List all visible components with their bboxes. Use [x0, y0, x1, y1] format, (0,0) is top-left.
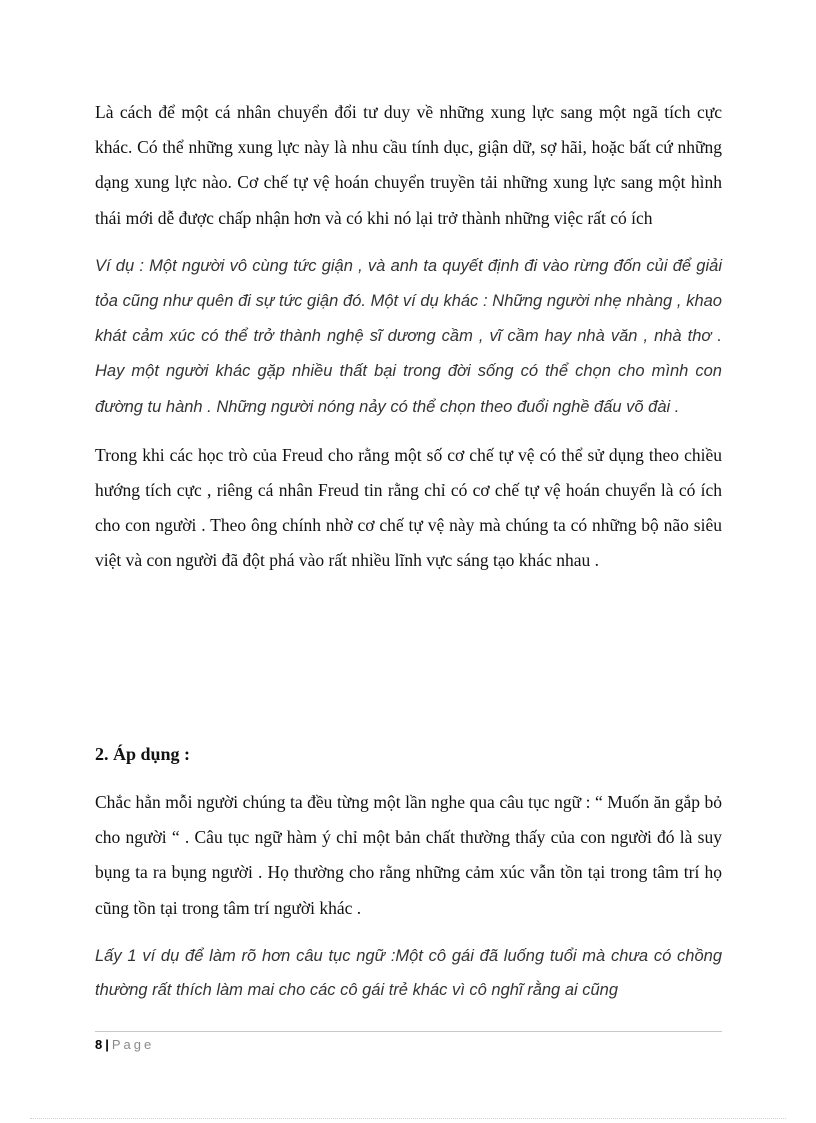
page-label: Page [111, 1037, 155, 1052]
paragraph-example: Ví dụ : Một người vô cùng tức giận , và anh ta quyết định đi vào rừng đốn củi để giải tỏa cũng như quên đi sự tức giận đó. Một ví dụ khác : Những người nhẹ nhàng , khao khát cảm xúc có thể trở thành nghệ sĩ dương cầm , vĩ cầm hay nhà văn , nhà thơ . Hay một người khác gặp nhiều thất bại trong đời sống có thể chọn cho mình con đường tu hành . Những người nóng nảy có thể chọn theo đuổi nghề đấu võ đài . [95, 256, 722, 416]
page-number: 8 [95, 1037, 103, 1052]
paragraph-proverb: Chắc hẳn mỗi người chúng ta đều từng một lần nghe qua câu tục ngữ : “ Muốn ăn gắp bỏ cho người “ . Câu tục ngữ hàm ý chỉ một bản chất thường thấy của con người đó là suy bụng ta ra bụng người . Họ thường cho rằng những cảm xúc vẫn tồn tại trong tâm trí họ cũng tồn tại trong tâm trí người khác . [95, 792, 722, 918]
footer-divider [95, 1031, 722, 1032]
page-footer [95, 1036, 154, 1054]
page-edge-divider [30, 1118, 786, 1119]
footer-separator: | [105, 1037, 109, 1052]
page-body [95, 95, 722, 592]
section-heading: 2. Áp dụng : [95, 744, 191, 764]
paragraph-freud: Trong khi các học trò của Freud cho rằng một số cơ chế tự vệ có thể sử dụng theo chiều hướng tích cực , riêng cá nhân Freud tin rằng chỉ có cơ chế tự vệ hoán chuyển là có ích cho con người . Theo ông chính nhờ cơ chế tự vệ này mà chúng ta có những bộ não siêu việt và con người đã đột phá vào rất nhiều lĩnh vực sáng tạo khác nhau . [95, 444, 722, 571]
section-apply [95, 785, 722, 1021]
paragraph-intro: Là cách để một cá nhân chuyển đổi tư duy về những xung lực sang một ngã tích cực khác. Có thể những xung lực này là nhu cầu tính dục, giận dữ, sợ hãi, hoặc bất cứ những dạng xung lực nào. Cơ chế tự vệ hoán chuyển truyền tải những xung lực sang một hình thái mới dễ được chấp nhận hơn và có khi nó lại trở thành những việc rất có ích [95, 102, 722, 228]
paragraph-proverb-example: Lấy 1 ví dụ để làm rõ hơn câu tục ngữ :Một cô gái đã luống tuổi mà chưa có chồng thường rất thích làm mai cho các cô gái trẻ khác vì cô nghĩ rằng ai cũng [95, 946, 722, 1000]
